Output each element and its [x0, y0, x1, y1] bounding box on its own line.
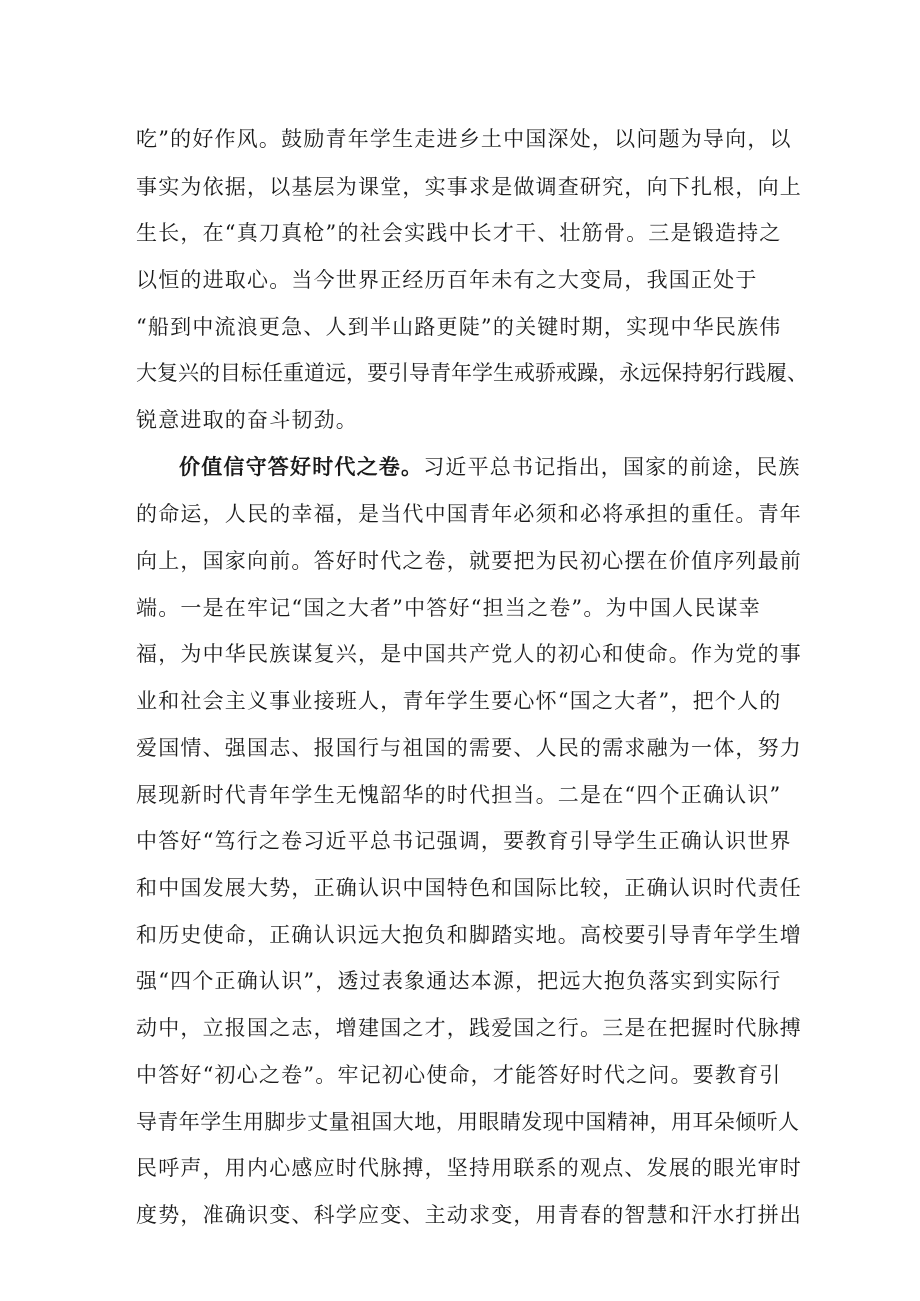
text-line-rest: 习近平总书记指出，国家的前途，民族	[423, 455, 801, 479]
text-line: 展现新时代青年学生无愧韶华的时代担当。二是在“四个正确认识”	[136, 783, 782, 807]
text-line: 事实为依据，以基层为课堂，实事求是做调查研究，向下扎根，向上	[136, 175, 802, 199]
text-line: 强“四个正确认识”，透过表象通达本源，把远大抱负落实到实际行	[136, 969, 782, 993]
text-line: 和中国发展大势，正确认识中国特色和国际比较，正确认识时代责任	[136, 876, 802, 900]
text-line: 导青年学生用脚步丈量祖国大地，用眼睛发现中国精神，用耳朵倾听人	[136, 1110, 800, 1134]
text-line: 动中，立报国之志，增建国之才，践爱国之行。三是在把握时代脉搏	[136, 1016, 802, 1040]
text-line: 福，为中华民族谋复兴，是中国共产党人的初心和使命。作为党的事	[136, 642, 802, 666]
text-line: 爱国情、强国志、报国行与祖国的需要、人民的需求融为一体，努力	[136, 736, 802, 760]
text-line: 向上，国家向前。答好时代之卷，就要把为民初心摆在价值序列最前	[136, 549, 802, 573]
text-line: 吃”的好作风。鼓励青年学生走进乡土中国深处，以问题为导向，以	[136, 127, 792, 151]
text-line: 中答好“笃行之卷习近平总书记强调，要教育引导学生正确认识世界	[136, 829, 792, 853]
text-line: 中答好“初心之卷”。牢记初心使命，才能答好时代之问。要教育引	[136, 1063, 782, 1087]
section-heading: 价值信守答好时代之卷。	[179, 454, 424, 479]
text-line: 端。一是在牢记“国之大者”中答好“担当之卷”。为中国人民谋幸	[136, 596, 761, 620]
text-line: 和历史使命，正确认识远大抱负和脚踏实地。高校要引导青年学生增	[136, 923, 802, 947]
text-line: 大复兴的目标任重道远，要引导青年学生戒骄戒躁，永远保持躬行践履、	[136, 361, 808, 385]
text-line: 以恒的进取心。当今世界正经历百年未有之大变局，我国正处于	[136, 268, 758, 292]
text-line: “船到中流浪更急、人到半山路更陡”的关键时期，实现中华民族伟	[136, 315, 782, 339]
text-line: 民呼声，用内心感应时代脉搏，坚持用联系的观点、发展的眼光审时	[136, 1156, 802, 1180]
text-line: 的命运，人民的幸福，是当代中国青年必须和必将承担的重任。青年	[136, 502, 802, 526]
text-line: 度势，准确识变、科学应变、主动求变，用青春的智慧和汗水打拼出	[136, 1203, 802, 1227]
text-line	[179, 452, 801, 482]
text-line: 生长，在“真刀真枪”的社会实践中长才干、壮筋骨。三是锻造持之	[136, 221, 782, 245]
text-line: 业和社会主义事业接班人，青年学生要心怀“国之大者”，把个人的	[136, 689, 782, 713]
text-line: 锐意进取的奋斗韧劲。	[136, 408, 358, 432]
